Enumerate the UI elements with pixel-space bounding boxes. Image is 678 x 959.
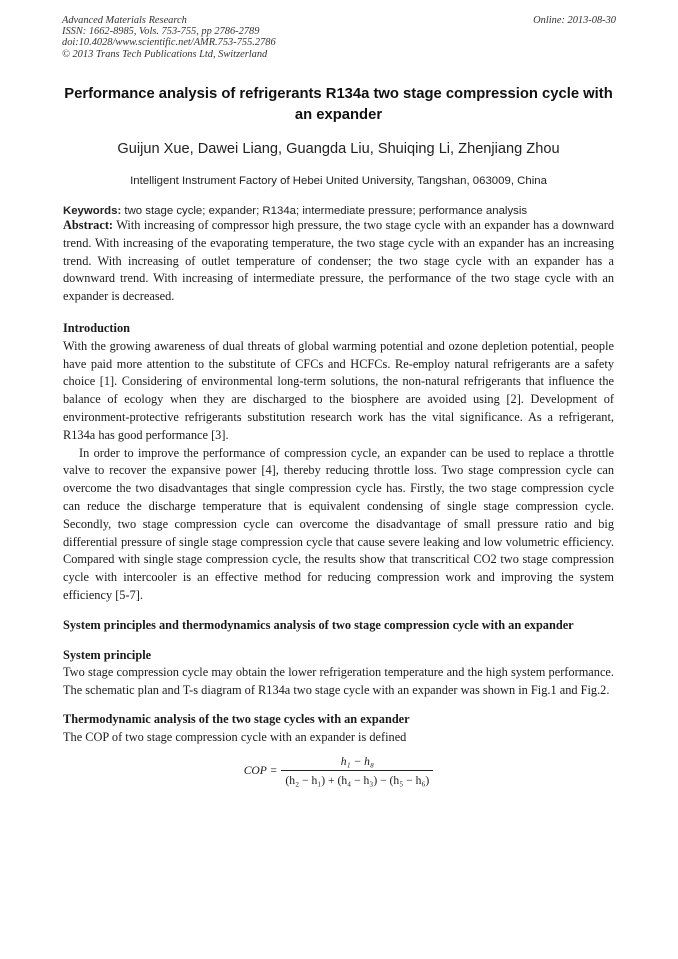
thermodynamic-analysis-heading: Thermodynamic analysis of the two stage cycles with an expander (63, 711, 410, 726)
introduction-paragraph-2: In order to improve the performance of compression cycle, an expander can be used to replace a throttle valve to recover the expansive power [4], thereby reducing throttle loss. Two stage compression cycle can overcome the two disadvantages that single compression cycle has. Firstly, the two stage compression cycle can reduce the discharge temperature that is equivalent condensing of single stage compression cycle. Secondly, two stage compression cycle can overcome the disadvantage of small pressure ratio and big differential pressure of single stage compression cycle that cause severe leaking and low volumetric efficiency. Compared with single stage compression cycle, the results show that transcritical CO2 two stage compression cycle with intercooler is an effective method for reducing compression work and improving the system efficiency [5-7]. (63, 445, 614, 602)
copyright-line: © 2013 Trans Tech Publications Ltd, Switzerland (62, 48, 268, 60)
keywords (63, 205, 614, 217)
equation-denominator: (h₂ − h₁) + (h₄ − h₃) − (h₅ − h₆) (281, 770, 433, 787)
equation-fraction (281, 755, 433, 787)
author-list: Guijun Xue, Dawei Liang, Guangda Liu, Shuiqing Li, Zhenjiang Zhou (117, 141, 560, 157)
paper-title: Performance analysis of refrigerants R134a two stage compression cycle with an expander (64, 86, 613, 123)
abstract (63, 217, 614, 306)
equation-lhs: COP = (243, 764, 278, 778)
journal-name: Advanced Materials Research (62, 15, 187, 26)
introduction-heading: Introduction (63, 320, 130, 335)
abstract-label: Abstract: (63, 218, 114, 232)
system-principle-heading: System principle (63, 647, 152, 662)
equation-numerator: h₁ − h₈ (340, 754, 374, 768)
cop-equation (63, 755, 614, 787)
system-principle-paragraph: Two stage compression cycle may obtain the lower refrigeration temperature and the high system performance. The schematic plan and T-s diagram of R134a two stage cycle with an expander was shown in Fig.1 and Fig.2. (63, 665, 614, 698)
system-section-heading: System principles and thermodynamics analysis of two stage compression cycle with an expander (63, 617, 574, 632)
issn-line: ISSN: 1662-8985, Vols. 753-755, pp 2786-2789 (62, 26, 260, 38)
paper-body (63, 84, 614, 787)
affiliation: Intelligent Instrument Factory of Hebei United University, Tangshan, 063009, China (130, 175, 547, 187)
cop-definition-paragraph: The COP of two stage compression cycle with an expander is defined (63, 729, 407, 744)
online-date: Online: 2013-08-30 (533, 15, 616, 26)
introduction-paragraph-1: With the growing awareness of dual threats of global warming potential and ozone depletion potential, people have paid more attention to the substitute of CFCs and HCFCs. Re-employ natural refrigerants are a safety choice [1]. Considering of environmental long-term solutions, the non-natural refrigerants that influence the balance of ecology when they are discharged to the biosphere are avoided using [2]. Development of environment-protective refrigerants substitution research work has the vital significance. As a refrigerant, R134a has good performance [3]. (63, 338, 614, 442)
doi-line[interactable]: doi:10.4028/www.scientific.net/AMR.753-755.2786 (62, 37, 276, 49)
publication-meta (62, 15, 276, 60)
keywords-label: Keywords: (63, 205, 122, 217)
keywords-text: two stage cycle; expander; R134a; intermediate pressure; performance analysis (121, 205, 528, 217)
abstract-text: With increasing of compressor high pressure, the two stage cycle with an expander has a downward trend. With increasing of the evaporating temperature, the two stage cycle with an expander has an increasing trend. With increasing of outlet temperature of condenser; the two stage cycle with an expander has a downward trend. With increasing of intermediate pressure, the performance of the two stage cycle with an expander is decreased. (63, 218, 614, 304)
